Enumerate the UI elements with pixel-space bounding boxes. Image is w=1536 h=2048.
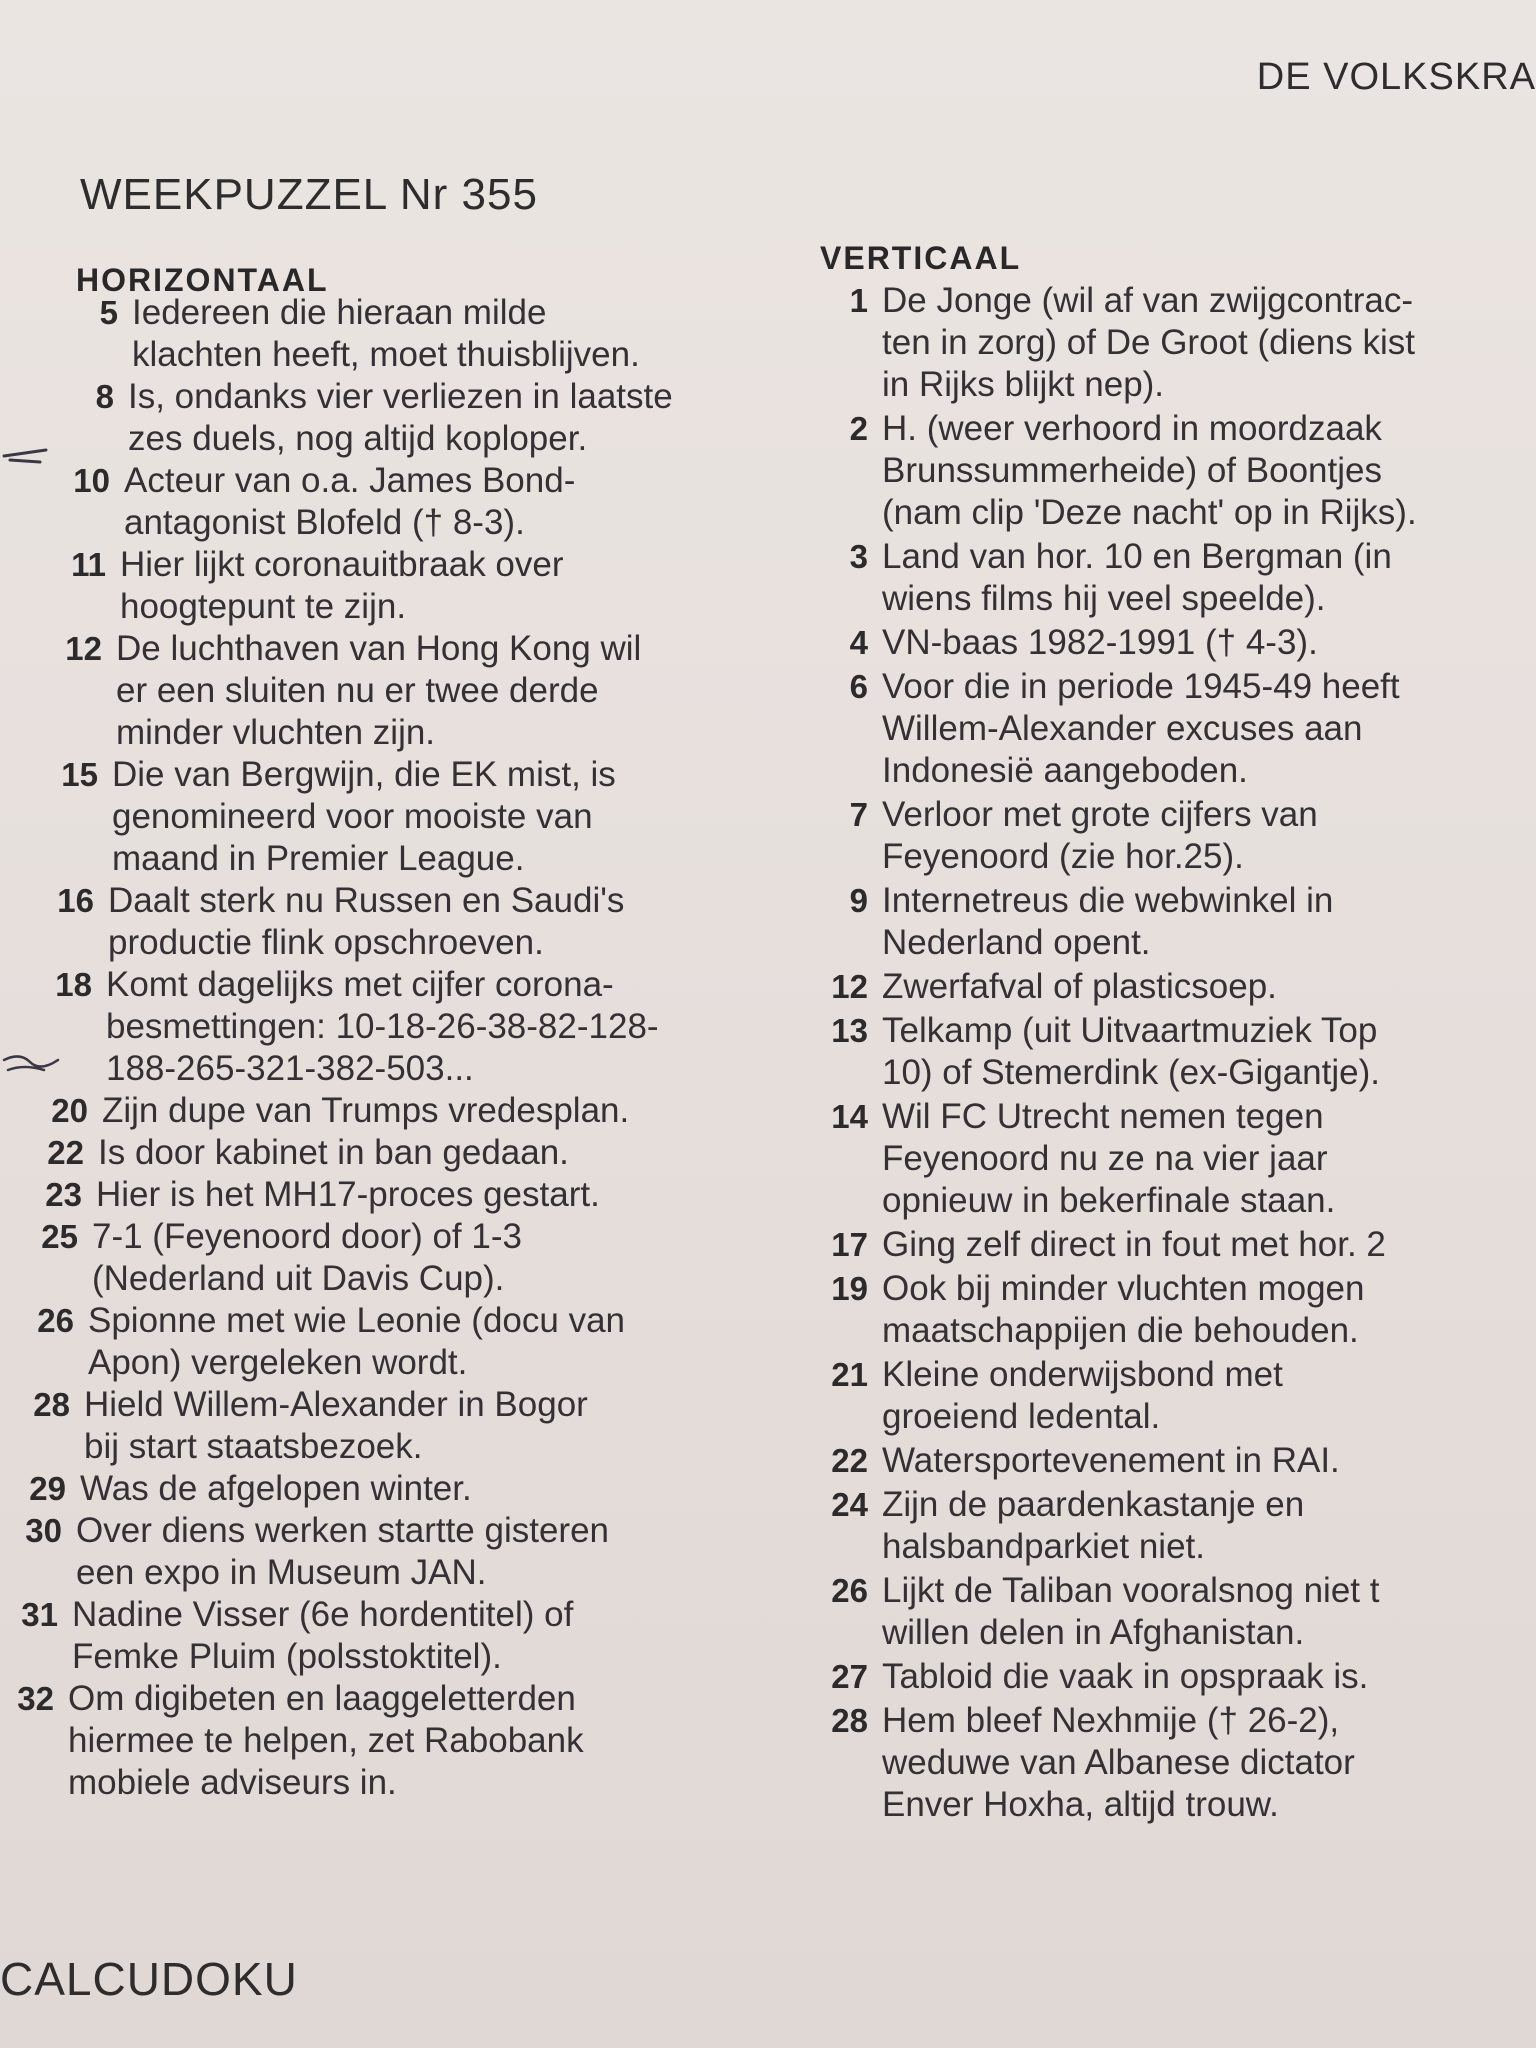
clue-number: 17	[831, 1226, 868, 1263]
clue-number: 20	[51, 1092, 88, 1129]
clue-number: 12	[831, 968, 868, 1005]
clue-item	[0, 1678, 780, 1804]
clue-number: 1	[849, 282, 868, 319]
pen-mark-arrow	[0, 440, 60, 470]
clue-text: Ook bij minder vluchten mogen maatschappijen die behouden.	[882, 1269, 1365, 1350]
clue-item	[0, 754, 780, 880]
clue-number: 22	[831, 1442, 868, 1479]
clue-number: 3	[849, 538, 868, 575]
clue-text: Hem bleef Nexhmije († 26-2), weduwe van Albanese dictator Enver Hoxha, altijd trouw.	[882, 1701, 1355, 1824]
clue-item	[0, 1132, 780, 1174]
clue-item	[800, 666, 1536, 792]
clue-text: Om digibeten en laaggeletterden hiermee te helpen, zet Rabobank mobiele adviseurs in.	[68, 1679, 584, 1802]
clue-number: 18	[55, 966, 92, 1003]
clue-number: 26	[831, 1572, 868, 1609]
clue-number: 9	[849, 882, 868, 919]
clue-number: 15	[61, 756, 98, 793]
clue-number: 28	[831, 1702, 868, 1739]
clue-text: Die van Bergwijn, die EK mist, is genomineerd voor mooiste van maand in Premier League.	[112, 755, 616, 878]
clue-text: H. (weer verhoord in moordzaak Brunssummerheide) of Boontjes (nam clip 'Deze nacht' op in Rijks).	[882, 409, 1417, 532]
clue-item	[0, 1090, 780, 1132]
clue-text: Acteur van o.a. James Bond- antagonist Blofeld († 8-3).	[124, 461, 576, 542]
clue-number: 21	[831, 1356, 868, 1393]
clue-item	[0, 1216, 780, 1300]
clue-number: 5	[99, 294, 118, 331]
horizontal-clue-list	[0, 292, 780, 1804]
clue-text: Kleine onderwijsbond met groeiend ledental.	[882, 1355, 1283, 1436]
clue-number: 28	[33, 1386, 70, 1423]
clue-item	[0, 628, 780, 754]
clue-text: Is, ondanks vier verliezen in laatste zes duels, nog altijd koploper.	[128, 377, 673, 458]
clue-item	[0, 880, 780, 964]
clue-text: Lijkt de Taliban vooralsnog niet t willen delen in Afghanistan.	[882, 1571, 1380, 1652]
clue-number: 10	[73, 462, 110, 499]
clue-text: Zwerfafval of plasticsoep.	[882, 967, 1277, 1006]
clue-text: De Jonge (wil af van zwijgcontrac- ten in zorg) of De Groot (diens kist in Rijks blijkt nep).	[882, 281, 1415, 404]
clue-text: Zijn de paardenkastanje en halsbandparkiet niet.	[882, 1485, 1305, 1566]
clue-item	[800, 622, 1536, 664]
clue-item	[800, 1010, 1536, 1094]
clue-item	[800, 1096, 1536, 1222]
horizontal-heading: HORIZONTAAL	[76, 262, 329, 298]
calcudoku-title: CALCUDOKU	[0, 1953, 298, 2005]
clue-item	[0, 1510, 780, 1594]
clue-text: Verloor met grote cijfers van Feyenoord (zie hor.25).	[882, 795, 1318, 876]
clue-text: Hier is het MH17-proces gestart.	[96, 1175, 600, 1214]
clue-number: 4	[849, 624, 868, 661]
clue-text: Telkamp (uit Uitvaartmuziek Top 10) of Stemerdink (ex-Gigantje).	[882, 1011, 1380, 1092]
clue-item	[800, 1440, 1536, 1482]
clue-number: 12	[65, 630, 102, 667]
clue-text: Tabloid die vaak in opspraak is.	[882, 1657, 1369, 1696]
clue-item	[800, 1268, 1536, 1352]
clue-item	[0, 1174, 780, 1216]
clue-text: Over diens werken startte gisteren een expo in Museum JAN.	[76, 1511, 610, 1592]
clue-number: 16	[57, 882, 94, 919]
clue-item	[800, 794, 1536, 878]
clue-text: Internetreus die webwinkel in Nederland opent.	[882, 881, 1334, 962]
clue-number: 31	[21, 1596, 58, 1633]
clue-text: Wil FC Utrecht nemen tegen Feyenoord nu ze na vier jaar opnieuw in bekerfinale staan.	[882, 1097, 1336, 1220]
clue-item	[0, 1468, 780, 1510]
puzzle-title: WEEKPUZZEL Nr 355	[80, 170, 538, 219]
vertical-clue-list	[800, 280, 1536, 1828]
clue-text: Spionne met wie Leonie (docu van Apon) vergeleken wordt.	[88, 1301, 626, 1382]
clue-number: 7	[849, 796, 868, 833]
clue-item	[0, 376, 780, 460]
clue-number: 6	[849, 668, 868, 705]
clue-item	[0, 544, 780, 628]
clue-number: 13	[831, 1012, 868, 1049]
clue-item	[800, 536, 1536, 620]
clue-item	[0, 964, 780, 1090]
clue-number: 29	[29, 1470, 66, 1507]
clue-number: 30	[25, 1512, 62, 1549]
clue-item	[800, 1700, 1536, 1826]
vertical-heading: VERTICAAL	[820, 240, 1022, 276]
clue-text: Ging zelf direct in fout met hor. 2	[882, 1225, 1386, 1264]
clue-item	[0, 292, 780, 376]
clue-number: 14	[831, 1098, 868, 1135]
clue-text: Watersportevenement in RAI.	[882, 1441, 1340, 1480]
clue-text: Hield Willem-Alexander in Bogor bij start staatsbezoek.	[84, 1385, 588, 1466]
clue-text: Is door kabinet in ban gedaan.	[98, 1133, 569, 1172]
clue-text: Voor die in periode 1945-49 heeft Willem-Alexander excuses aan Indonesië aangeboden.	[882, 667, 1400, 790]
clue-number: 27	[831, 1658, 868, 1695]
clue-item	[800, 1484, 1536, 1568]
clue-number: 22	[47, 1134, 84, 1171]
clue-item	[800, 1570, 1536, 1654]
clue-text: Was de afgelopen winter.	[80, 1469, 472, 1508]
clue-text: 7-1 (Feyenoord door) of 1-3 (Nederland uit Davis Cup).	[92, 1217, 522, 1298]
clue-text: Land van hor. 10 en Bergman (in wiens films hij veel speelde).	[882, 537, 1392, 618]
clue-text: Komt dagelijks met cijfer corona- besmettingen: 10-18-26-38-82-128- 188-265-321-382-503...	[106, 965, 659, 1088]
clue-number: 32	[17, 1680, 54, 1717]
clue-number: 11	[71, 546, 106, 583]
clue-text: Iedereen die hieraan milde klachten heeft, moet thuisblijven.	[132, 293, 640, 374]
clue-item	[800, 408, 1536, 534]
clue-number: 8	[95, 378, 114, 415]
clue-item	[0, 1300, 780, 1384]
clue-text: De luchthaven van Hong Kong wil er een sluiten nu er twee derde minder vluchten zijn.	[116, 629, 642, 752]
clue-number: 25	[41, 1218, 78, 1255]
clue-number: 24	[831, 1486, 868, 1523]
clue-item	[0, 1594, 780, 1678]
clue-item	[800, 280, 1536, 406]
clue-text: VN-baas 1982-1991 († 4-3).	[882, 623, 1318, 662]
clue-number: 26	[37, 1302, 74, 1339]
clue-number: 19	[831, 1270, 868, 1307]
clue-item	[800, 880, 1536, 964]
clue-item	[800, 966, 1536, 1008]
clue-text: Daalt sterk nu Russen en Saudi's productie flink opschroeven.	[108, 881, 625, 962]
clue-number: 23	[45, 1176, 82, 1213]
masthead: DE VOLKSKRA	[1256, 56, 1536, 98]
clue-item	[800, 1656, 1536, 1698]
clue-item	[800, 1354, 1536, 1438]
pen-mark-scribble	[0, 1048, 60, 1078]
clue-item	[0, 1384, 780, 1468]
clue-text: Nadine Visser (6e hordentitel) of Femke Pluim (polsstoktitel).	[72, 1595, 574, 1676]
clue-text: Zijn dupe van Trumps vredesplan.	[102, 1091, 630, 1130]
clue-item	[800, 1224, 1536, 1266]
clue-number: 2	[849, 410, 868, 447]
clue-text: Hier lijkt coronauitbraak over hoogtepunt te zijn.	[120, 545, 564, 626]
clue-item	[0, 460, 780, 544]
